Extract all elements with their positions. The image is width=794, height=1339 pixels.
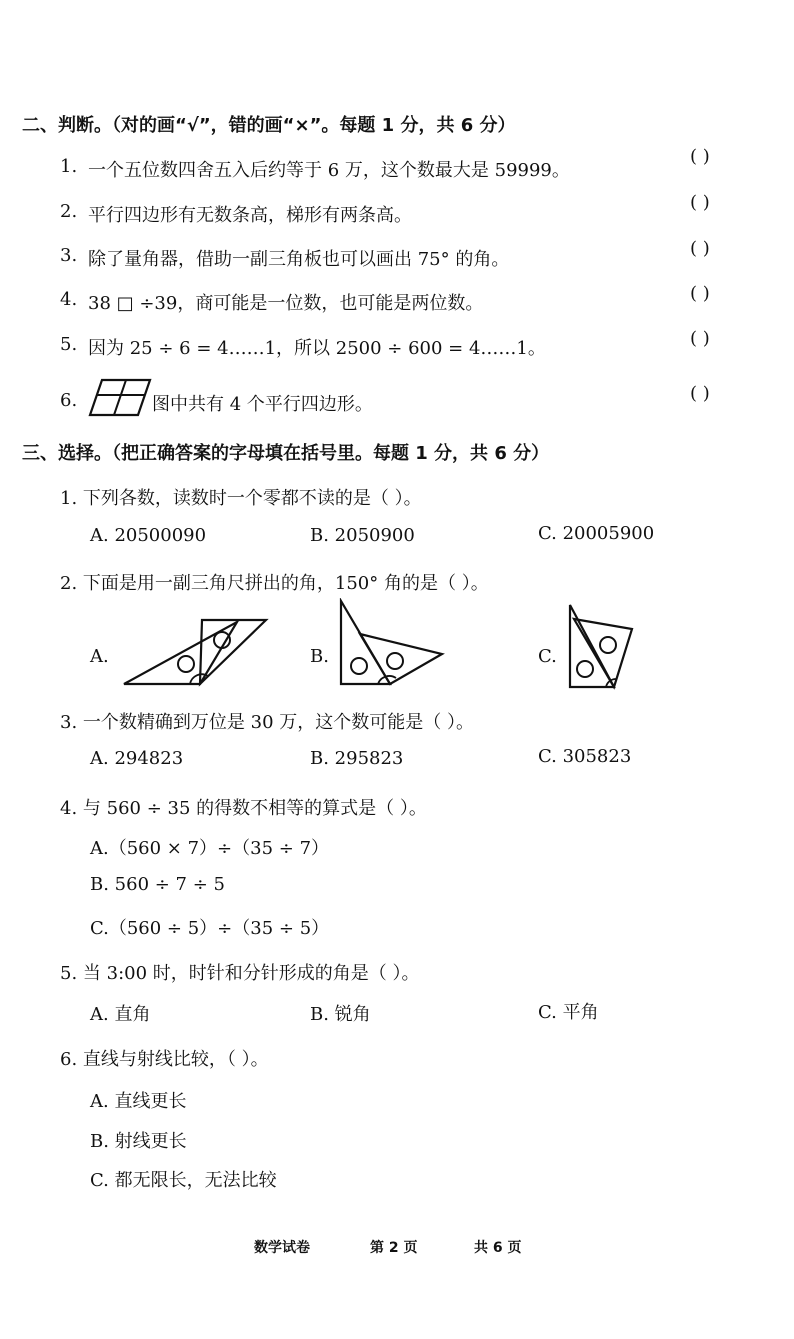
item-text: 图中共有 4 个平行四边形。 [152, 394, 373, 415]
option-b: B. 射线更长 [90, 1131, 187, 1152]
option-a: A. [90, 646, 109, 667]
option-a: A. 20500090 [90, 525, 207, 546]
question-text: 4. 与 560 ÷ 35 的得数不相等的算式是（ ）。 [60, 798, 427, 819]
option-a: A. 直线更长 [90, 1091, 187, 1112]
question-text: 6. 直线与射线比较，（ ）。 [60, 1049, 269, 1070]
parallelogram-figure [88, 378, 154, 418]
option-c: C. [538, 646, 557, 667]
option-c: C.（560 ÷ 5）÷（35 ÷ 5） [90, 918, 330, 939]
question-text: 2. 下面是用一副三角尺拼出的角，150° 角的是（ ）。 [60, 573, 489, 594]
option-b: B. 295823 [310, 748, 404, 769]
question-text: 5. 当 3:00 时，时针和分针形成的角是（ ）。 [60, 963, 420, 984]
option-c: C. 20005900 [538, 523, 655, 544]
answer-blank[interactable]: ( ) [690, 383, 710, 404]
item-number: 1. [60, 156, 78, 177]
option-a: A. 294823 [90, 748, 184, 769]
section-3-heading: 三、选择。（把正确答案的字母填在括号里。每题 1 分，共 6 分） [22, 443, 550, 464]
item-text: 因为 25 ÷ 6 = 4……1，所以 2500 ÷ 600 = 4……1。 [88, 338, 546, 359]
option-a: A. 直角 [90, 1004, 151, 1025]
item-number: 3. [60, 245, 78, 266]
footer-total-pages: 共 6 页 [474, 1240, 522, 1256]
option-c: C. 305823 [538, 746, 632, 767]
answer-blank[interactable]: ( ) [690, 328, 710, 349]
question-text: 1. 下列各数，读数时一个零都不读的是（ ）。 [60, 488, 422, 509]
answer-blank[interactable]: ( ) [690, 283, 710, 304]
option-b: B. 锐角 [310, 1004, 371, 1025]
item-text: 除了量角器，借助一副三角板也可以画出 75° 的角。 [88, 249, 510, 270]
footer-page-number: 第 2 页 [370, 1240, 418, 1256]
option-c: C. 平角 [538, 1002, 599, 1023]
item-number: 2. [60, 201, 78, 222]
answer-blank[interactable]: ( ) [690, 238, 710, 259]
option-a-triangles-figure [122, 612, 270, 687]
answer-blank[interactable]: ( ) [690, 146, 710, 167]
item-text: 平行四边形有无数条高，梯形有两条高。 [88, 205, 412, 226]
option-b-triangles-figure [338, 598, 446, 688]
section-2-heading: 二、判断。（对的画“√”，错的画“×”。每题 1 分，共 6 分） [22, 115, 516, 136]
item-text: 38 □ ÷39，商可能是一位数，也可能是两位数。 [88, 293, 484, 314]
item-number: 6. [60, 390, 78, 411]
option-a: A.（560 × 7）÷（35 ÷ 7） [90, 838, 330, 859]
option-b: B. 560 ÷ 7 ÷ 5 [90, 874, 225, 895]
answer-blank[interactable]: ( ) [690, 192, 710, 213]
option-c-triangles-figure [566, 601, 636, 691]
footer-subject: 数学试卷 [254, 1240, 310, 1256]
item-number: 4. [60, 289, 78, 310]
item-number: 5. [60, 334, 78, 355]
option-b: B. [310, 646, 329, 667]
question-text: 3. 一个数精确到万位是 30 万，这个数可能是（ ）。 [60, 712, 474, 733]
option-b: B. 2050900 [310, 525, 415, 546]
item-text: 一个五位数四舍五入后约等于 6 万，这个数最大是 59999。 [88, 160, 570, 181]
option-c: C. 都无限长，无法比较 [90, 1170, 277, 1191]
